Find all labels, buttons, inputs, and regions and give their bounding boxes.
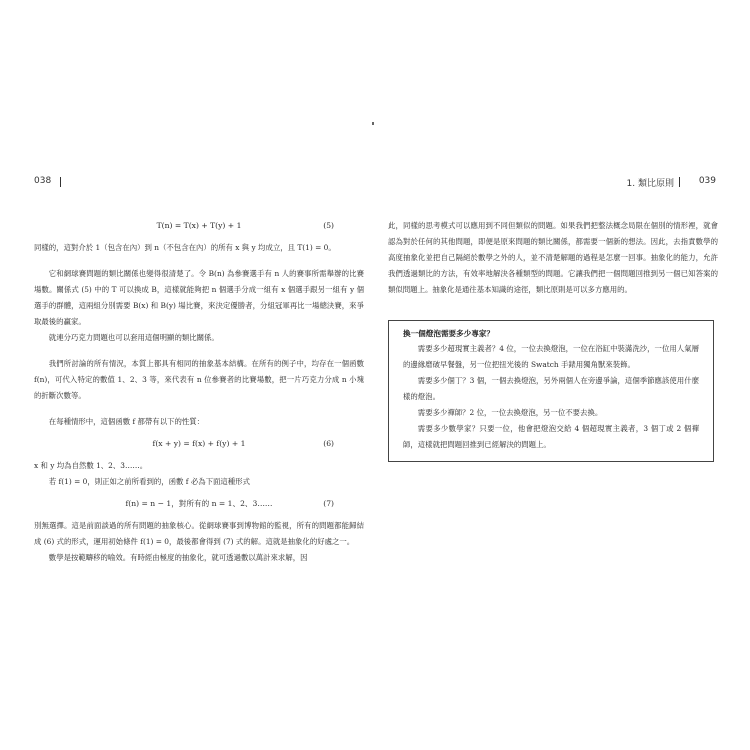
paragraph: 需要多少超現實主義者？4 位，一位去換燈泡，一位在浴缸中裝滿洗沙，一位用人氣層的邊緣磨破早餐盤，另一位把扭光後的 Swatch 手錶用獨角獸來裝飾。 <box>403 344 699 369</box>
paragraph: 同樣的，這對介於 1（包含在內）到 n（不包含在內）的所有 x 與 y 均成立，且 T(1) = 0。 <box>34 243 336 252</box>
paragraph: x 和 y 均為自然數 1、2、3……。 <box>34 461 148 470</box>
equation-5-number: (5) <box>323 221 334 230</box>
header-divider <box>679 177 680 187</box>
equation-7-expression: f(n) = n − 1，對所有的 n = 1、2、3…… <box>125 499 273 508</box>
right-page-number: 039 <box>698 176 716 186</box>
running-section-title: 1. 類比原則 <box>626 179 674 189</box>
paragraph: 若 f(1) = 0，則正如之前所看到的，函數 f 必為下面這種形式 <box>48 477 250 486</box>
equation-6 <box>34 436 364 452</box>
equation-6-number: (6) <box>323 439 334 448</box>
header-divider <box>60 177 61 187</box>
paragraph: 我們所討論的所有情況，本質上都具有相同的抽象基本結構。在所有的例子中，均存在一個函數 f(n)，可代入特定的數值 1、2、3 等，來代表有 n 位參賽者的比賽場數，把一片巧克力分成 n 小塊的折斷次數等。 <box>34 359 364 400</box>
left-page <box>34 176 364 566</box>
equation-5-expression: T(n) = T(x) + T(y) + 1 <box>156 221 242 230</box>
equation-6-expression: f(x + y) = f(x) + f(y) + 1 <box>152 439 246 448</box>
right-page-header <box>388 176 718 192</box>
paragraph: 需要多少禪師？2 位，一位去換燈泡，另一位不要去換。 <box>417 408 603 417</box>
left-page-body <box>34 234 364 566</box>
paragraph: 需要多少個丁？3 個，一個去換燈泡，另外兩個人在旁邊爭論，這個季節應該使用什麼樣的燈泡。 <box>403 376 699 401</box>
left-page-number: 038 <box>34 176 52 186</box>
left-page-header <box>34 176 364 192</box>
paragraph: 在每種情形中，這個函數 f 都帶有以下的性質： <box>48 417 205 426</box>
equation-7-number: (7) <box>323 499 334 508</box>
sidebar-box-body <box>403 341 699 453</box>
sidebar-box-title: 換一個燈泡需要多少專家？ <box>403 329 495 338</box>
right-page-body <box>388 218 718 298</box>
paragraph: 需要多少數學家？只要一位，他會把燈泡交給 4 個超現實主義者，3 個丁或 2 個禪師，這樣就把問題回推到已經解決的問題上。 <box>403 424 699 449</box>
sidebar-box <box>388 320 714 462</box>
right-page <box>388 176 718 462</box>
paragraph: 別無選擇。這是前面談過的所有問題的抽象核心。從網球賽事到博物館的監視，所有的問題都能歸結成 (6) 式的形式，運用初始條件 f(1) = 0，最後都會得到 (7) 式的解。這就是抽象化的好處之一。 <box>34 521 364 546</box>
paragraph: 數學是按範疇移的喻效。有時經由極度的抽象化，就可透過數以萬計來求解，因 <box>48 553 308 562</box>
equation-5 <box>34 218 364 234</box>
paragraph: 它和網球賽問題的類比關係也變得很清楚了。令 B(n) 為參賽選手有 n 人的賽事所需舉辦的比賽場數。關係式 (5) 中的 T 可以換成 B，這樣就能夠把 n 個選手分成一組有 x 個選手跟另一組有 y 個選手的群體，這兩組分別需要 B(x) 和 B(y) 場比賽，來決定優勝者，分組冠軍再比一場總決賽，來爭取最後的贏家。 <box>34 269 364 326</box>
equation-7 <box>34 496 364 512</box>
gutter-mark <box>372 122 374 125</box>
paragraph: 就連分巧克力問題也可以套用這個明顯的類比關係。 <box>48 333 219 342</box>
paragraph: 此，同樣的思考模式可以應用到不同但類似的問題。如果我們把整法概念局限在個別的情形裡，就會認為對於任何的其他問題，即便是原來問題的類比關係，都需要一個新的想法。因此，去指責數學的高度抽象化並把自己隔絕於數學之外的人，並不清楚解題的過程是怎麼一回事。抽象化的能力，允許我們透過類比的方法，有效率地解決各種類型的問題。它讓我們把一個問題回推到另一個已知答案的類似問題上。抽象化是通往基本知識的途徑，類比原則是可以多方應用的。 <box>388 221 718 294</box>
